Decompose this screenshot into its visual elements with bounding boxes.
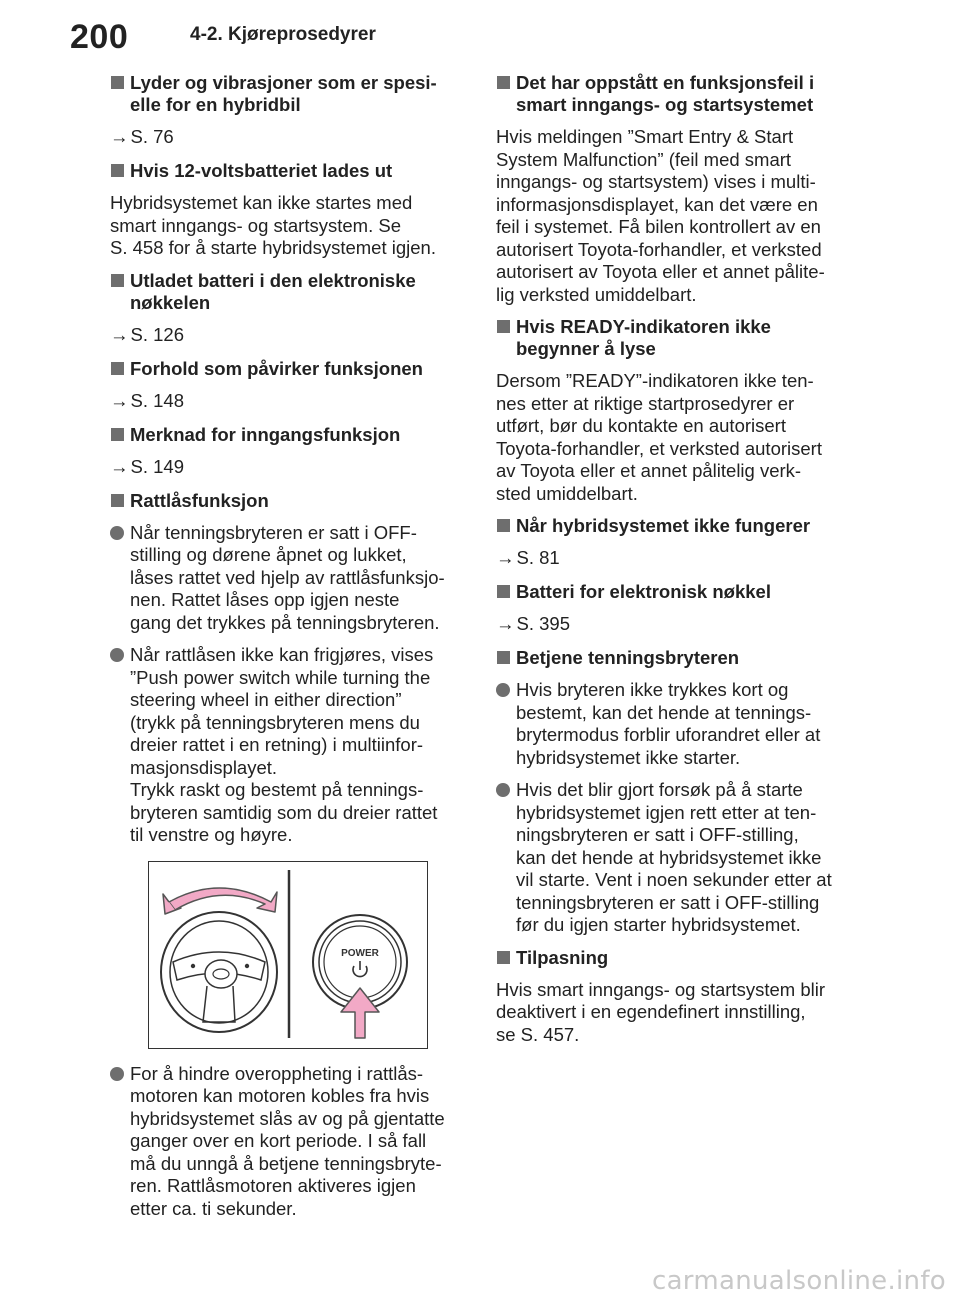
square-bullet-icon (111, 164, 124, 177)
round-bullet-icon (110, 1067, 124, 1081)
left-column (110, 72, 466, 1230)
steering-power-figure (148, 861, 428, 1049)
square-bullet-icon (111, 362, 124, 375)
arrow-icon: → (110, 323, 129, 345)
heading-operating-ignition: Betjene tenningsbryteren (496, 647, 856, 669)
heading-hybrid-sounds: Lyder og vibrasjoner som er spesi- elle for en hybridbil (110, 72, 466, 116)
watermark: carmanualsonline.info (651, 1266, 946, 1296)
round-bullet-icon (496, 783, 510, 797)
square-bullet-icon (497, 585, 510, 598)
page-reference[interactable]: → S. 76 (110, 126, 174, 147)
section-title: 4-2. Kjøreprosedyrer (190, 24, 376, 45)
square-bullet-icon (111, 428, 124, 441)
heading-key-battery: Batteri for elektronisk nøkkel (496, 581, 856, 603)
arrow-icon: → (110, 389, 129, 411)
page-reference[interactable]: → S. 126 (110, 323, 184, 345)
round-bullet-icon (110, 648, 124, 662)
square-bullet-icon (497, 320, 510, 333)
heading-key-battery-depleted: Utladet batteri i den elektroniske nøkkelen (110, 270, 466, 314)
right-column (496, 72, 856, 1056)
bullet-item: Når rattlåsen ikke kan frigjøres, vises ”Push power switch while turning the steering wheel in either direction” (trykk på tenningsbryteren mens du dreier rattet i en retning) i multiinfor- masjonsdisplayet. Trykk raskt og bestemt på tennings- bryteren samtidig som du dreier rattet til venstre og høyre. (110, 644, 466, 847)
bullet-item: Hvis bryteren ikke trykkes kort og bestemt, kan det hende at tennings- brytermodus forblir uforandret eller at hybridsystemet ikke starter. (496, 679, 856, 769)
arrow-icon: → (496, 613, 515, 634)
page-number: 200 (70, 18, 129, 56)
heading-conditions-affecting-function: Forhold som påvirker funksjonen (110, 358, 466, 380)
heading-entry-function-note: Merknad for inngangsfunksjon (110, 424, 466, 446)
paragraph-smart-entry-malfunction: Hvis meldingen ”Smart Entry & Start System Malfunction” (feil med smart inngangs- og startsystem) vises i multi- informasjonsdisplayet, kan det være en feil i systemet. Få bilen kontrollert av en autorisert Toyota-forhandler, et verksted autorisert av Toyota eller et annet pålite- lig verksted umiddelbart. (496, 126, 825, 305)
paragraph-12v-battery: Hybridsystemet kan ikke startes med smart inngangs- og startsystem. Se S. 458 for å starte hybridsystemet igjen. (110, 192, 436, 258)
page-header (0, 0, 960, 74)
heading-ready-indicator: Hvis READY-indikatoren ikke begynner å lyse (496, 316, 856, 360)
paragraph-ready-indicator: Dersom ”READY”-indikatoren ikke ten- nes etter at riktige startprosedyrer er utført, bør du kontakte en autorisert Toyota-forhandler, et verksted autorisert av Toyota eller et annet pålitelig verk- sted umiddelbart. (496, 370, 822, 504)
square-bullet-icon (497, 951, 510, 964)
steering-power-illustration (149, 862, 427, 1048)
bullet-item: Når tenningsbryteren er satt i OFF- stilling og dørene åpnet og lukket, låses rattet ved hjelp av rattlåsfunksjo- nen. Rattet låses opp igjen neste gang det trykkes på tenningsbryteren. (110, 522, 466, 635)
square-bullet-icon (111, 494, 124, 507)
page-reference[interactable]: → S. 395 (496, 613, 570, 634)
steering-wheel-icon (161, 912, 277, 1032)
svg-text:POWER: POWER (341, 947, 379, 959)
square-bullet-icon (111, 274, 124, 287)
heading-customization: Tilpasning (496, 947, 856, 969)
heading-12v-battery: Hvis 12-voltsbatteriet lades ut (110, 160, 466, 182)
square-bullet-icon (497, 519, 510, 532)
square-bullet-icon (497, 651, 510, 664)
page-reference[interactable]: → S. 148 (110, 389, 184, 411)
arrow-icon: → (110, 455, 129, 477)
arrow-icon: → (496, 547, 515, 568)
arrow-icon: → (110, 126, 129, 147)
round-bullet-icon (110, 526, 124, 540)
heading-hybrid-not-working: Når hybridsystemet ikke fungerer (496, 515, 856, 537)
square-bullet-icon (111, 76, 124, 89)
paragraph-customization: Hvis smart inngangs- og startsystem blir deaktivert i en egendefinert innstilling, se S. 457. (496, 978, 825, 1045)
page-reference[interactable]: → S. 81 (496, 547, 560, 568)
bullet-item: Hvis det blir gjort forsøk på å starte hybridsystemet igjen rett etter at ten- ningsbryteren er satt i OFF-stilling, kan det hende at hybridsystemet ikke vil starte. Vent i noen sekunder etter at tenningsbryteren er satt i OFF-stilling før du igjen starter hybridsystemet. (496, 779, 856, 937)
bullet-item: For å hindre overoppheting i rattlås- motoren kan motoren kobles fra hvis hybridsystemet slås av og på gjentatte ganger over en kort periode. I så fall må du unngå å betjene tenningsbryte- ren. Rattlåsmotoren aktiveres igjen etter ca. ti sekunder. (110, 1063, 466, 1221)
round-bullet-icon (496, 683, 510, 697)
page-reference[interactable]: → S. 149 (110, 455, 184, 477)
rotate-arrow-icon (169, 888, 277, 912)
square-bullet-icon (497, 76, 510, 89)
heading-smart-entry-malfunction: Det har oppstått en funksjonsfeil i smart inngangs- og startsystemet (496, 72, 856, 116)
heading-steering-lock: Rattlåsfunksjon (110, 490, 466, 512)
